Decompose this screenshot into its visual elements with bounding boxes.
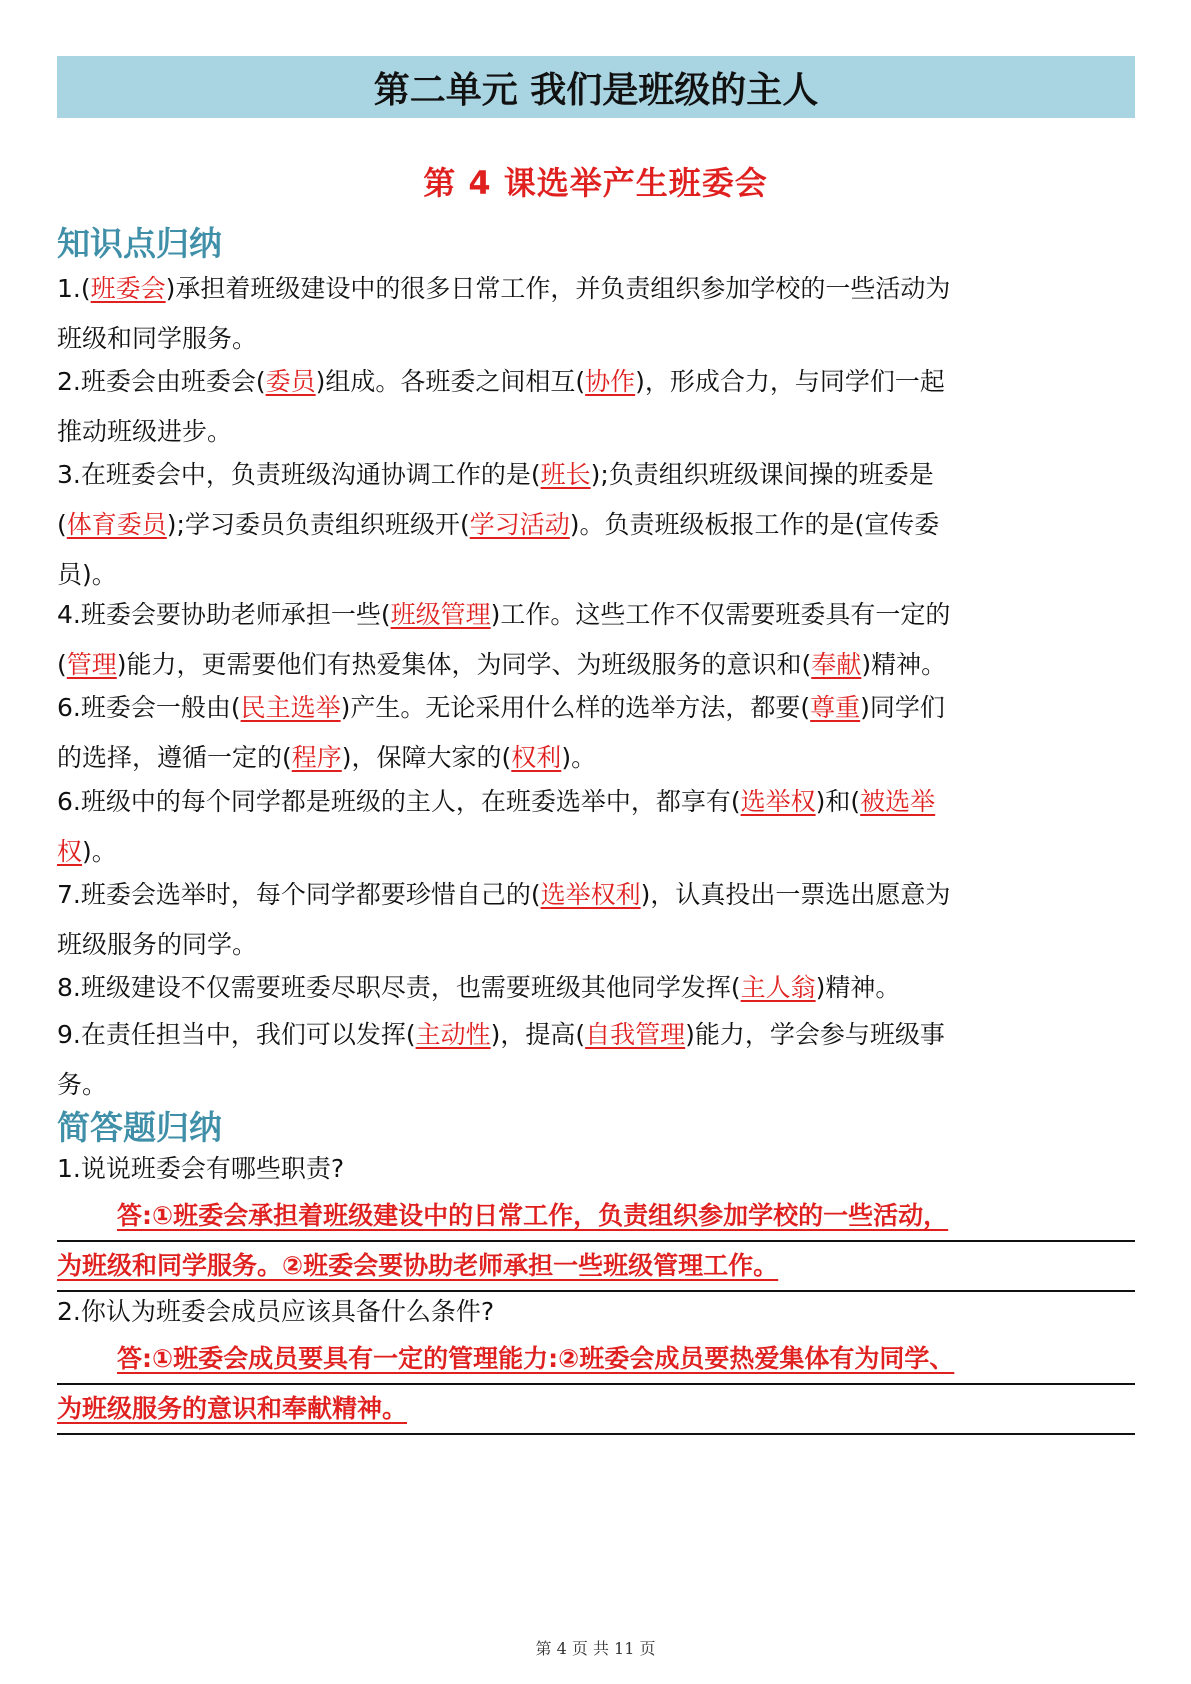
item-text: )产生。无论采用什么样的选举方法，都要( xyxy=(340,693,811,723)
item-text: 2.班委会由班委会( xyxy=(57,367,266,397)
knowledge-item xyxy=(57,777,1137,877)
knowledge-item xyxy=(57,450,1137,600)
fill-in-answer: 民主选举 xyxy=(240,693,341,723)
section-heading-short-answer: 简答题归纳 xyxy=(57,1108,222,1147)
item-text: )，保障大家的( xyxy=(341,743,512,773)
fill-in-answer: 班级管理 xyxy=(390,600,491,630)
answer-line: 答:①班委会成员要具有一定的管理能力:②班委会成员要热爱集体有为同学、 xyxy=(57,1335,1135,1385)
item-text: 推动班级进步。 xyxy=(57,417,233,447)
fill-in-answer: 尊重 xyxy=(810,693,861,723)
item-text: 8.班级建设不仅需要班委尽职尽责，也需要班级其他同学发挥( xyxy=(57,973,741,1002)
question: 1.说说班委会有哪些职责? xyxy=(57,1154,345,1183)
knowledge-line xyxy=(57,683,1137,733)
item-text: 1.( xyxy=(57,274,91,303)
fill-in-answer: 主动性 xyxy=(415,1019,491,1049)
item-text: )。 xyxy=(561,743,597,773)
fill-in-answer: 协作 xyxy=(585,367,636,397)
fill-in-answer: 体育委员 xyxy=(66,510,167,540)
fill-in-answer: 班委会 xyxy=(90,274,166,303)
knowledge-line xyxy=(57,450,1137,500)
answer-line: 答:①班委会承担着班级建设中的日常工作，负责组织参加学校的一些活动， xyxy=(57,1192,1135,1242)
item-text: 务。 xyxy=(57,1069,108,1099)
knowledge-item xyxy=(57,357,1137,457)
item-text: 员)。 xyxy=(57,560,117,590)
item-text: );负责组织班级课间操的班委是 xyxy=(590,460,934,490)
knowledge-line xyxy=(57,357,1137,407)
unit-banner xyxy=(57,56,1135,118)
item-text: 3.在班委会中，负责班级沟通协调工作的是( xyxy=(57,460,541,490)
knowledge-item xyxy=(57,683,1137,783)
item-text: )组成。各班委之间相互( xyxy=(315,367,586,397)
knowledge-line xyxy=(57,500,1137,550)
knowledge-item xyxy=(57,870,1137,970)
item-text: 7.班委会选举时，每个同学都要珍惜自己的( xyxy=(57,879,541,909)
fill-in-answer: 选举权 xyxy=(740,786,816,816)
section-heading-knowledge: 知识点归纳 xyxy=(57,224,222,263)
item-text: )同学们 xyxy=(860,693,945,723)
fill-in-answer: 选举权利 xyxy=(540,879,641,909)
fill-in-answer: 班长 xyxy=(540,460,591,490)
fill-in-answer: 主人翁 xyxy=(740,973,816,1002)
item-text: )能力，更需要他们有热爱集体，为同学、为班级服务的意识和( xyxy=(116,650,812,680)
knowledge-line xyxy=(57,777,1137,827)
item-text: ( xyxy=(57,650,67,680)
fill-in-answer: 权利 xyxy=(511,743,562,773)
item-text: )，形成合力，与同学们一起 xyxy=(635,367,945,397)
item-text: 的选择，遵循一定的( xyxy=(57,743,292,773)
item-text: 9.在责任担当中，我们可以发挥( xyxy=(57,1019,416,1049)
knowledge-item xyxy=(57,264,1137,364)
item-text: )工作。这些工作不仅需要班委具有一定的 xyxy=(490,600,951,630)
knowledge-line xyxy=(57,870,1137,920)
item-text: )精神。 xyxy=(861,650,947,680)
knowledge-item xyxy=(57,590,1137,690)
lesson-title: 第 4 课选举产生班委会 xyxy=(423,164,768,202)
item-text: )精神。 xyxy=(815,973,901,1002)
item-text: )和( xyxy=(815,786,861,816)
item-text: )，提高( xyxy=(490,1019,586,1049)
fill-in-answer: 自我管理 xyxy=(585,1019,686,1049)
unit-title: 第二单元 我们是班级的主人 xyxy=(373,69,819,111)
knowledge-line xyxy=(57,264,1137,314)
fill-in-answer: 被选举 xyxy=(860,786,936,816)
answer-line: 为班级服务的意识和奉献精神。 xyxy=(57,1385,1135,1435)
answer-block xyxy=(57,1335,1135,1435)
knowledge-item xyxy=(57,963,1137,1013)
item-text: )，认真投出一票选出愿意为 xyxy=(640,879,951,909)
item-text: )。 xyxy=(82,836,117,866)
fill-in-answer: 权 xyxy=(57,836,83,866)
fill-in-answer: 程序 xyxy=(291,743,342,773)
answer-line: 为班级和同学服务。②班委会要协助老师承担一些班级管理工作。 xyxy=(57,1242,1135,1292)
item-text: 4.班委会要协助老师承担一些( xyxy=(57,600,391,630)
fill-in-answer: 管理 xyxy=(66,650,117,680)
answer-block xyxy=(57,1192,1135,1292)
item-text: ( xyxy=(57,510,67,540)
item-text: 班级和同学服务。 xyxy=(57,324,258,353)
item-text: )能力，学会参与班级事 xyxy=(685,1019,945,1049)
knowledge-line xyxy=(57,590,1137,640)
question: 2.你认为班委会成员应该具备什么条件? xyxy=(57,1297,495,1326)
fill-in-answer: 委员 xyxy=(265,367,316,397)
fill-in-answer: 学习活动 xyxy=(469,510,570,540)
fill-in-answer: 奉献 xyxy=(811,650,862,680)
item-text: )。负责班级板报工作的是(宣传委 xyxy=(569,510,940,540)
page-footer: 第 4 页 共 11 页 xyxy=(535,1639,656,1658)
item-text: 班级服务的同学。 xyxy=(57,929,258,959)
item-text: );学习委员负责组织班级开( xyxy=(166,510,470,540)
item-text: )承担着班级建设中的很多日常工作，并负责组织参加学校的一些活动为 xyxy=(165,274,951,303)
knowledge-line xyxy=(57,963,1137,1013)
item-text: 6.班级中的每个同学都是班级的主人，在班委选举中，都享有( xyxy=(57,786,741,816)
item-text: 6.班委会一般由( xyxy=(57,693,241,723)
knowledge-line xyxy=(57,1010,1137,1060)
knowledge-item xyxy=(57,1010,1137,1110)
